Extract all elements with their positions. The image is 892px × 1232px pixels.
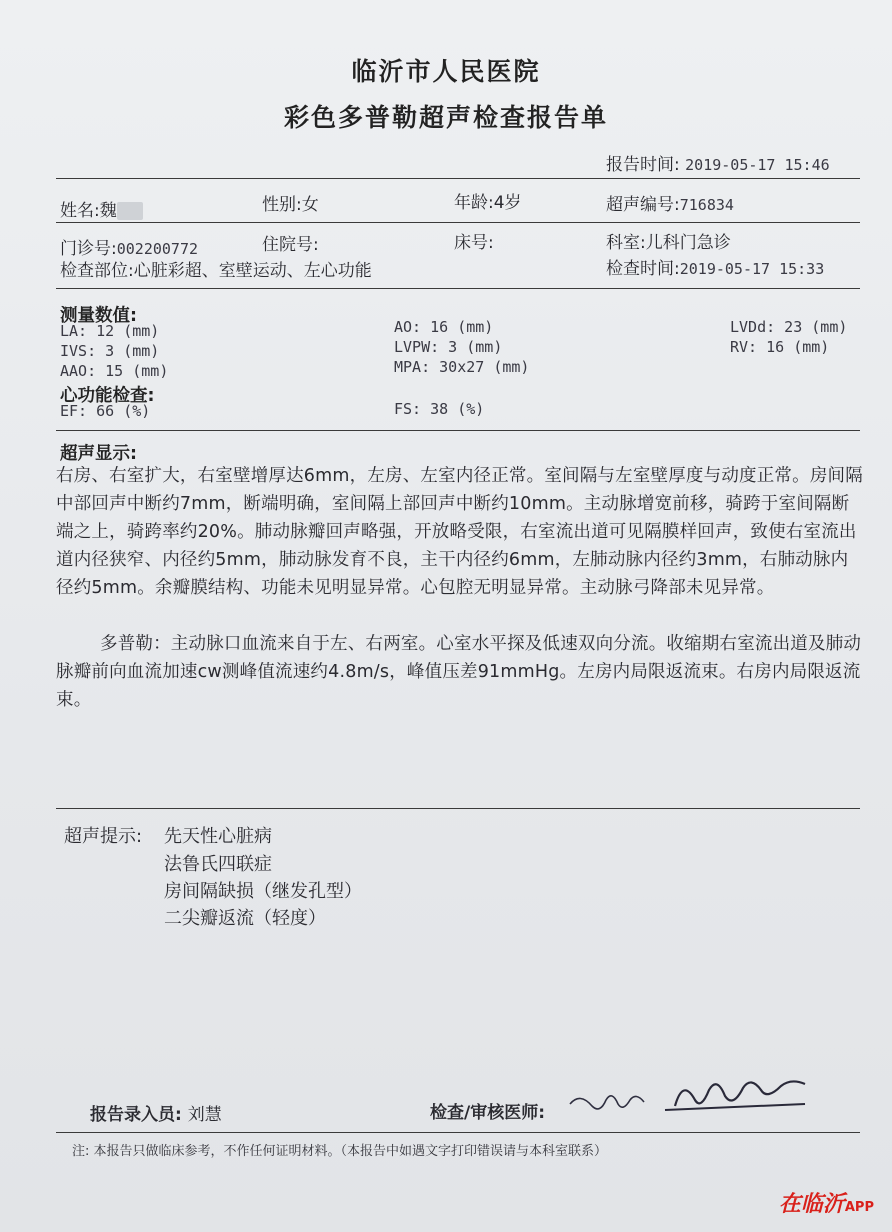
measure-rv: RV: 16 (mm) <box>730 338 830 356</box>
patient-name <box>60 196 143 221</box>
hospital-name: 临沂市人民医院 <box>351 57 541 86</box>
disclaimer-note: 注: 本报告只做临床参考，不作任何证明材料。（本报告中如遇文字打印错误请与本科室联系） <box>72 1144 608 1159</box>
dept-label: 科室: <box>606 233 646 253</box>
app-watermark <box>779 1187 874 1218</box>
conclusion-item-2: 法鲁氏四联症 <box>164 854 272 875</box>
report-time <box>606 150 830 175</box>
report-time-value: 2019-05-17 15:46 <box>685 156 830 174</box>
watermark-suffix: APP <box>844 1200 874 1215</box>
exam-part-value: 心脏彩超、室壁运动、左心功能 <box>133 261 372 281</box>
recorder-label: 报告录入员: <box>90 1105 182 1125</box>
cardiac-function-heading: 心功能检查: <box>60 386 155 406</box>
recorder-value: 刘慧 <box>187 1105 222 1125</box>
report-time-label: 报告时间: <box>606 155 680 175</box>
inpatient-label: 住院号: <box>262 235 319 255</box>
redacted-name <box>117 202 143 220</box>
measure-mpa: MPA: 30x27 (mm) <box>394 358 530 376</box>
us-number-value: 716834 <box>679 196 734 214</box>
name-value: 魏 <box>99 201 117 221</box>
divider-footer <box>56 1132 860 1133</box>
measure-aao: AAO: 15 (mm) <box>60 362 169 380</box>
findings-paragraph-1: 右房、右室扩大，右室壁增厚达6mm，左房、左室内径正常。室间隔与左室壁厚度与动度正常。房间隔中部回声中断约7mm，断端明确，室间隔上部回声中断约10mm。主动脉增宽前移，骑跨于室间隔断端之上，骑跨率约20%。肺动脉瓣回声略强，开放略受限，右室流出道可见隔膜样回声，致使右室流出道内径狭窄、内径约5mm，肺动脉发育不良，主干内径约6mm，左肺动脉内径约3mm，右肺动脉内径约5mm。余瓣膜结构、功能未见明显异常。心包腔无明显异常。主动脉弓降部未见异常。 <box>56 466 863 598</box>
conclusion-item-1: 先天性心脏病 <box>164 826 272 847</box>
findings-heading: 超声显示: <box>60 444 137 464</box>
dept-value: 儿科门急诊 <box>645 233 731 253</box>
divider-measure <box>56 288 860 289</box>
watermark-brand: 在临沂 <box>778 1192 845 1217</box>
divider-conclusion <box>56 808 860 809</box>
sex-value: 女 <box>301 195 319 215</box>
divider-top <box>56 178 860 179</box>
us-number-label: 超声编号: <box>606 195 680 215</box>
age-label: 年龄: <box>454 193 494 213</box>
conclusion-heading: 超声提示: <box>64 826 143 847</box>
conclusion-item-3: 房间隔缺损（继发孔型） <box>164 881 362 902</box>
measure-la: LA: 12 (mm) <box>60 322 160 340</box>
measure-ef: EF: 66 (%) <box>60 402 151 420</box>
exam-time <box>606 254 824 279</box>
report-title: 彩色多普勒超声检查报告单 <box>283 103 608 132</box>
inpatient-no <box>262 230 319 255</box>
divider-patient <box>56 222 860 223</box>
divider-findings <box>56 430 860 431</box>
patient-sex <box>262 190 319 215</box>
exam-time-value: 2019-05-17 15:33 <box>679 260 825 278</box>
recorder <box>90 1100 222 1125</box>
age-value: 4岁 <box>493 193 522 213</box>
exam-part <box>60 256 372 281</box>
measure-lvpw: LVPW: 3 (mm) <box>394 338 503 356</box>
findings-paragraph-2: 多普勒：主动脉口血流来自于左、右两室。心室水平探及低速双向分流。收缩期右室流出道及肺动脉瓣前向血流加速cw测峰值流速约4.8m/s，峰值压差91mmHg。左房内局限返流束。右房内局限返流束。 <box>56 634 862 710</box>
measure-lvdd: LVDd: 23 (mm) <box>730 318 848 336</box>
measurements-heading: 测量数值: <box>60 306 137 326</box>
department <box>606 228 731 253</box>
bed-no <box>454 228 494 253</box>
exam-time-label: 检查时间: <box>606 259 680 279</box>
conclusion-item-4: 二尖瓣返流（轻度） <box>164 908 326 929</box>
patient-age <box>454 188 522 213</box>
doctor-signature <box>565 1076 825 1126</box>
measure-fs: FS: 38 (%) <box>394 400 485 418</box>
bed-label: 床号: <box>454 233 494 253</box>
doctor-label: 检查/审核医师: <box>430 1103 546 1123</box>
measure-ivs: IVS: 3 (mm) <box>60 342 160 360</box>
name-label: 姓名: <box>60 201 100 221</box>
outpatient-value: 002200772 <box>116 240 199 258</box>
exam-part-label: 检查部位: <box>60 261 134 281</box>
sex-label: 性别: <box>262 195 302 215</box>
outpatient-label: 门诊号: <box>60 239 117 259</box>
measure-ao: AO: 16 (mm) <box>394 318 494 336</box>
us-number <box>606 190 734 215</box>
